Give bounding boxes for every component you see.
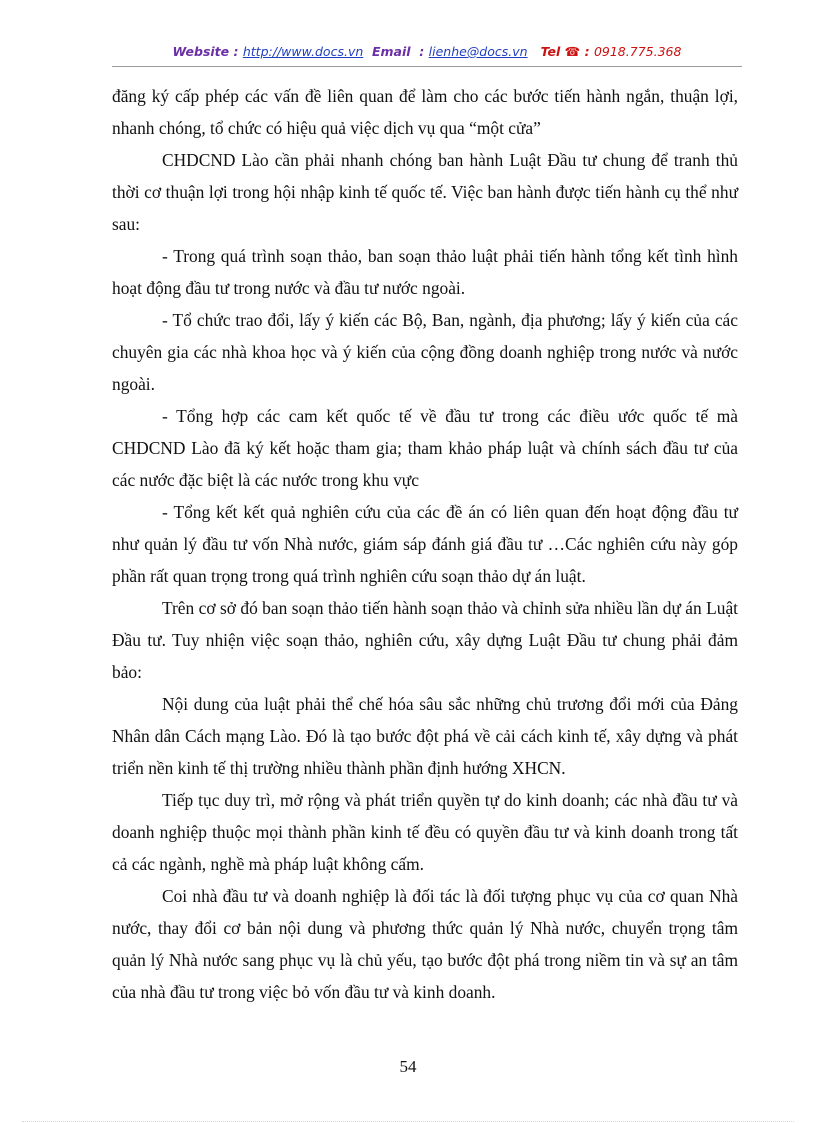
paragraph: Trên cơ sở đó ban soạn thảo tiến hành soạn thảo và chỉnh sửa nhiều lần dự án Luật Đầu tư. Tuy nhiện việc soạn thảo, nghiên cứu, xây dựng Luật Đầu tư chung phải đảm bảo: — [112, 598, 738, 682]
list-item-paragraph: - Trong quá trình soạn thảo, ban soạn thảo luật phải tiến hành tổng kết tình hình hoạt động đầu tư trong nước và đầu tư nước ngoài. — [112, 246, 738, 298]
paragraph: Nội dung của luật phải thể chế hóa sâu sắc những chủ trương đổi mới của Đảng Nhân dân Cách mạng Lào. Đó là tạo bước đột phá về cải cách kinh tế, xây dựng và phát triển nền kinh tế thị trường nhiều thành phần định hướng XHCN. — [112, 694, 738, 778]
list-item-paragraph: - Tổng kết kết quả nghiên cứu của các đề án có liên quan đến hoạt động đầu tư như quản lý đầu tư vốn Nhà nước, giám sáp đánh giá đầu tư …Các nghiên cứu này góp phần rất quan trọng trong quá trình nghiên cứu soạn thảo dự án luật. — [112, 502, 738, 586]
paragraph-continuation: đăng ký cấp phép các vấn đề liên quan để làm cho các bước tiến hành ngắn, thuận lợi, nhanh chóng, tổ chức có hiệu quả việc dịch vụ qua “một cửa” — [112, 86, 738, 138]
page-header — [112, 44, 742, 59]
email-separator: : — [419, 44, 425, 59]
tel-number: 0918.775.368 — [593, 44, 682, 59]
website-link[interactable]: http://www.docs.vn — [242, 44, 364, 59]
email-link[interactable]: lienhe@docs.vn — [428, 44, 528, 59]
paragraph: Coi nhà đầu tư và doanh nghiệp là đối tác là đối tượng phục vụ của cơ quan Nhà nước, thay đổi cơ bản nội dung và phương thức quản lý Nhà nước, chuyển trọng tâm quản lý Nhà nước sang phục vụ là chủ yếu, tạo bước đột phá trong niềm tin và sự an tâm của nhà đầu tư trong việc bỏ vốn đầu tư và kinh doanh. — [112, 886, 738, 1002]
page-number: 54 — [399, 1057, 417, 1076]
paragraph: CHDCND Lào cần phải nhanh chóng ban hành Luật Đầu tư chung để tranh thủ thời cơ thuận lợi trong hội nhập kinh tế quốc tế. Việc ban hành được tiến hành cụ thể như sau: — [112, 150, 738, 234]
list-item-paragraph: - Tổng hợp các cam kết quốc tế về đầu tư trong các điều ước quốc tế mà CHDCND Lào đã ký kết hoặc tham gia; tham khảo pháp luật và chính sách đầu tư của các nước đặc biệt là các nước trong khu vực — [112, 406, 738, 490]
website-label: Website : — [172, 44, 239, 59]
email-label: Email — [371, 44, 411, 59]
tel-label: Tel ☎ : — [540, 44, 590, 59]
header-divider — [112, 66, 742, 67]
paragraph: Tiếp tục duy trì, mở rộng và phát triển quyền tự do kinh doanh; các nhà đầu tư và doanh nghiệp thuộc mọi thành phần kinh tế đều có quyền đầu tư và kinh doanh trong tất cả các ngành, nghề mà pháp luật không cấm. — [112, 790, 738, 874]
list-item-paragraph: - Tổ chức trao đổi, lấy ý kiến các Bộ, Ban, ngành, địa phương; lấy ý kiến của các chuyên gia các nhà khoa học và ý kiến của cộng đồng doanh nghiệp trong nước và nước ngoài. — [112, 310, 738, 394]
document-body — [112, 80, 738, 1008]
page-bottom-border — [22, 1121, 794, 1122]
